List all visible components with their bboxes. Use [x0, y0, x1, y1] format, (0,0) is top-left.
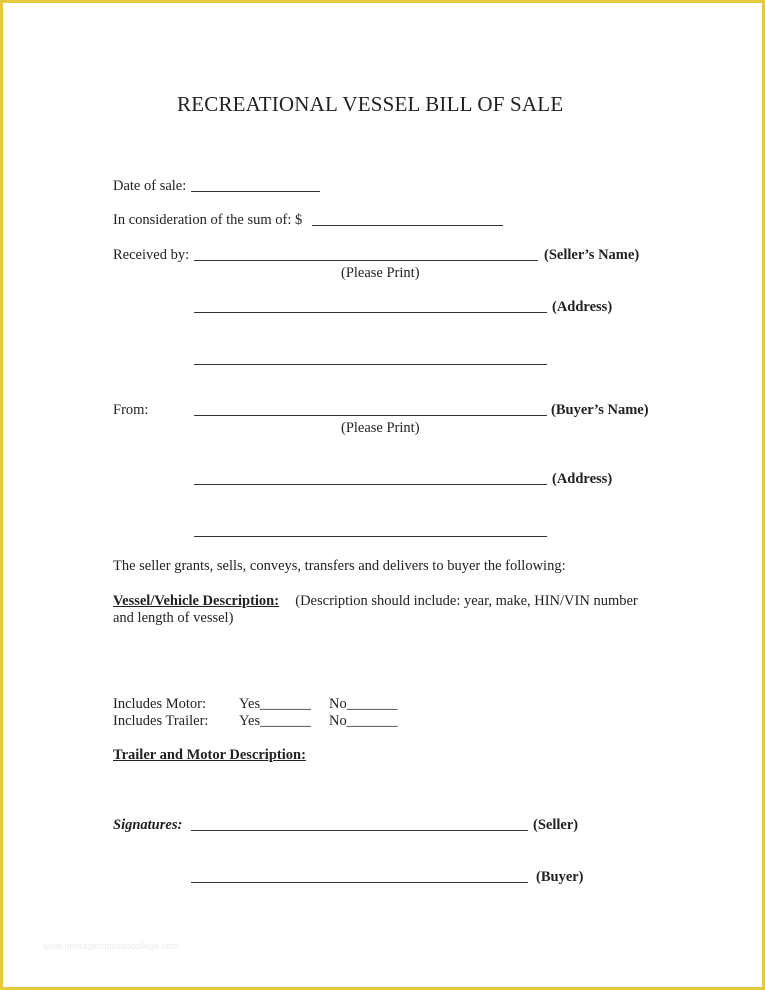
- buyer-name-label: (Buyer’s Name): [551, 402, 649, 418]
- buyer-name-field[interactable]: [194, 415, 547, 416]
- sum-field[interactable]: [312, 225, 503, 226]
- please-print-note: (Please Print): [341, 420, 420, 436]
- seller-address-field-1[interactable]: [194, 312, 547, 313]
- seller-address-label: (Address): [552, 299, 613, 315]
- seller-address-field-2[interactable]: [194, 364, 547, 365]
- buyer-address-field-1[interactable]: [194, 484, 547, 485]
- signatures-label: Signatures:: [113, 817, 183, 833]
- seller-signature-field[interactable]: [191, 830, 528, 831]
- from-label: From:: [113, 402, 149, 418]
- grants-statement: The seller grants, sells, conveys, transfers and delivers to buyer the following:: [113, 558, 566, 574]
- trailer-yes-option[interactable]: Yes_______: [239, 713, 311, 729]
- received-by-label: Received by:: [113, 247, 190, 263]
- seller-name-label: (Seller’s Name): [544, 247, 640, 263]
- please-print-note: (Please Print): [341, 265, 420, 281]
- motor-no-option[interactable]: No_______: [329, 696, 398, 712]
- document-page: [3, 3, 762, 987]
- includes-motor-label: Includes Motor:: [113, 696, 207, 712]
- vessel-description-heading: Vessel/Vehicle Description:: [113, 593, 280, 609]
- seller-name-field[interactable]: [194, 260, 538, 261]
- vessel-description-note: (Description should include: year, make, HIN/VIN number: [288, 593, 638, 609]
- date-of-sale-field[interactable]: [191, 191, 320, 192]
- buyer-address-label: (Address): [552, 471, 613, 487]
- seller-signature-label: (Seller): [533, 817, 579, 833]
- consideration-label: In consideration of the sum of: $: [113, 212, 303, 228]
- includes-trailer-label: Includes Trailer:: [113, 713, 209, 729]
- date-of-sale-label: Date of sale:: [113, 178, 187, 194]
- buyer-address-field-2[interactable]: [194, 536, 547, 537]
- vessel-description-note-cont: and length of vessel): [113, 610, 234, 626]
- buyer-signature-label: (Buyer): [536, 869, 584, 885]
- motor-yes-option[interactable]: Yes_______: [239, 696, 311, 712]
- buyer-signature-field[interactable]: [191, 882, 528, 883]
- trailer-motor-description-heading: Trailer and Motor Description:: [113, 747, 306, 763]
- watermark: www.heritagechristiancollege.com: [43, 941, 179, 951]
- document-title: RECREATIONAL VESSEL BILL OF SALE: [177, 92, 564, 116]
- trailer-no-option[interactable]: No_______: [329, 713, 398, 729]
